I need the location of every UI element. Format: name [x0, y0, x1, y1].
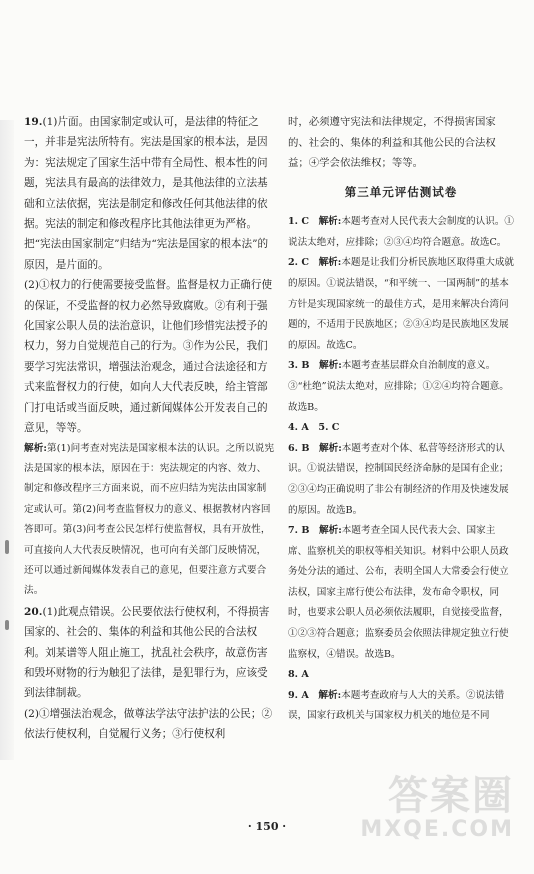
item-number: 7. B	[288, 525, 310, 537]
page-binding-edge	[0, 120, 14, 760]
question-number: 20.	[24, 605, 43, 618]
watermark-url: MXQE.COM	[360, 817, 514, 842]
analysis-label: 解析:	[309, 257, 342, 269]
answer-paragraph: (1)片面。由国家制定或认可，是法律的特征之一，并非是宪法所特有。宪法是国家的根本法，是因为：宪法规定了国家生活中带有全局性、根本性的问题，宪法具有最高的法律效力，是其他法律的立法基础和立法依据，宪法是制定和修改任何其他法律的依据。	[24, 116, 268, 231]
item-number: 1. C	[288, 216, 309, 228]
watermark-logo	[344, 774, 514, 848]
analysis-block	[24, 439, 276, 602]
section-title: 第三单元评估测试卷	[344, 184, 458, 199]
left-column	[24, 112, 276, 745]
answer-item	[288, 665, 514, 686]
analysis-label: 解析:	[309, 525, 342, 537]
analysis-text: 第(1)问考查对宪法是国家根本法的认识。之所以说宪法是国家的根本法，原因在于：宪法规定的内容、效力、制定和修改程序三方面来说，而不应归结为宪法由国家制定或认可。第(2)问考查监督权力的意义、根据教材内容回答即可。第(3)问考查公民怎样行使监督权，具有开放性，可直接向人大代表反映情况，也可向有关部门反映情况，还可以通过新闻媒体发表自己的意见，但要注意方式要合法。	[24, 442, 275, 597]
edge-mark	[5, 540, 9, 554]
answer-item	[288, 418, 514, 439]
edge-mark	[5, 620, 9, 630]
analysis-text: 本题考查全国人民代表大会、国家主席、监察机关的职权等相关知识。材料中公职人员政务处分法的通过、公布，表明全国人大常委会行使立法权，国家主席行使公布法律，发布命令职权，同时，也要求公职人员必须依法履职，自觉接受监督，①②③符合题意；监察委员会依照法律规定独立行使监察权，④错误。故选B。	[288, 525, 509, 660]
analysis-text: 本题考查政府与人大的关系。②说法错误，国家行政机关与国家权力机关的地位是不同	[288, 689, 505, 722]
answer-paragraph: 宪法的制定和修改程序比其他法律更为严格。把“宪法由国家制定”归结为“宪法是国家的根本法”的原因，是片面的。	[24, 218, 269, 271]
answer-paragraph: (2)①增强法治观念，做尊法学法守法护法的公民；②依法行使权利，自觉履行义务；③行使权利	[24, 707, 273, 741]
answer-item	[288, 521, 514, 665]
analysis-text: 本题考查基层群众自治制度的意义。③“杜绝”说法太绝对，应排除；①②④均符合题意。故选B。	[288, 360, 509, 413]
question-19	[24, 112, 276, 275]
question-20	[24, 602, 276, 704]
analysis-label: 解析:	[24, 442, 48, 454]
answer-item	[288, 212, 514, 253]
item-number: 2. C	[288, 257, 309, 269]
item-number: 3. B	[288, 360, 310, 372]
answer-item	[288, 686, 514, 727]
answer-item	[288, 356, 514, 418]
analysis-label: 解析:	[309, 360, 342, 372]
analysis-label: 解析:	[308, 689, 342, 701]
watermark-text: 答案圈	[388, 773, 514, 819]
question-number: 19.	[24, 116, 43, 128]
analysis-text: 本题考查对个体、私营等经济形式的认识。①说法错误，控制国民经济命脉的是国有企业；②③④均正确说明了非公有制经济的作用及快速发展的原因。故选B。	[288, 442, 509, 516]
analysis-label: 解析:	[309, 216, 342, 228]
answer-paragraph: (2)①权力的行使需要接受监督。监督是权力正确行使的保证，不受监督的权力必然导致腐败。②有利于强化国家公职人员的法治意识，让他们珍惜宪法授予的权力，努力自觉规范自己的行为。③作为公民，我们要学习宪法常识，增强法治观念，通过合法途径和方式来监督权力的行使，如向人大代表反映，给主管部门打电话或当面反映，通过新闻媒体公开发表自己的意见，等等。	[24, 279, 273, 435]
answer-paragraph: (1)此观点错误。公民要依法行使权利，不得损害国家的、社会的、集体的利益和其他公民的合法权利。刘某谱等人阻止施工，扰乱社会秩序，故意伤害和毁坏财物的行为触犯了法律，是犯罪行为，应该受到法律制裁。	[24, 605, 270, 700]
analysis-text: 本题考查对人民代表大会制度的认识。①说法太绝对，应排除；②③④均符合题意。故选C。	[288, 216, 515, 248]
analysis-text: 本题是让我们分析民族地区取得重大成就的原因。①说法错误，“和平统一、一国两制”的基本方针是实现国家统一的最佳方式，是用来解决台湾问题的，不适用于民族地区；②③④均是民族地区发展的原因。故选C。	[288, 257, 515, 351]
answer-item	[288, 439, 514, 521]
item-number: 9. A	[288, 689, 309, 701]
answer-item	[288, 253, 514, 356]
page-number: · 150 ·	[247, 820, 287, 833]
continued-answer: 时，必须遵守宪法和法律规定，不得损害国家的、社会的、集体的利益和其他公民的合法权益；④学会依法维权；等等。	[288, 116, 496, 170]
analysis-label: 解析:	[309, 442, 342, 454]
answer-list	[288, 212, 514, 727]
right-column	[288, 112, 514, 727]
item-number: 6. B	[288, 442, 310, 454]
item-number: 8. A	[288, 669, 309, 681]
item-number: 4. A 5. C	[288, 422, 340, 434]
